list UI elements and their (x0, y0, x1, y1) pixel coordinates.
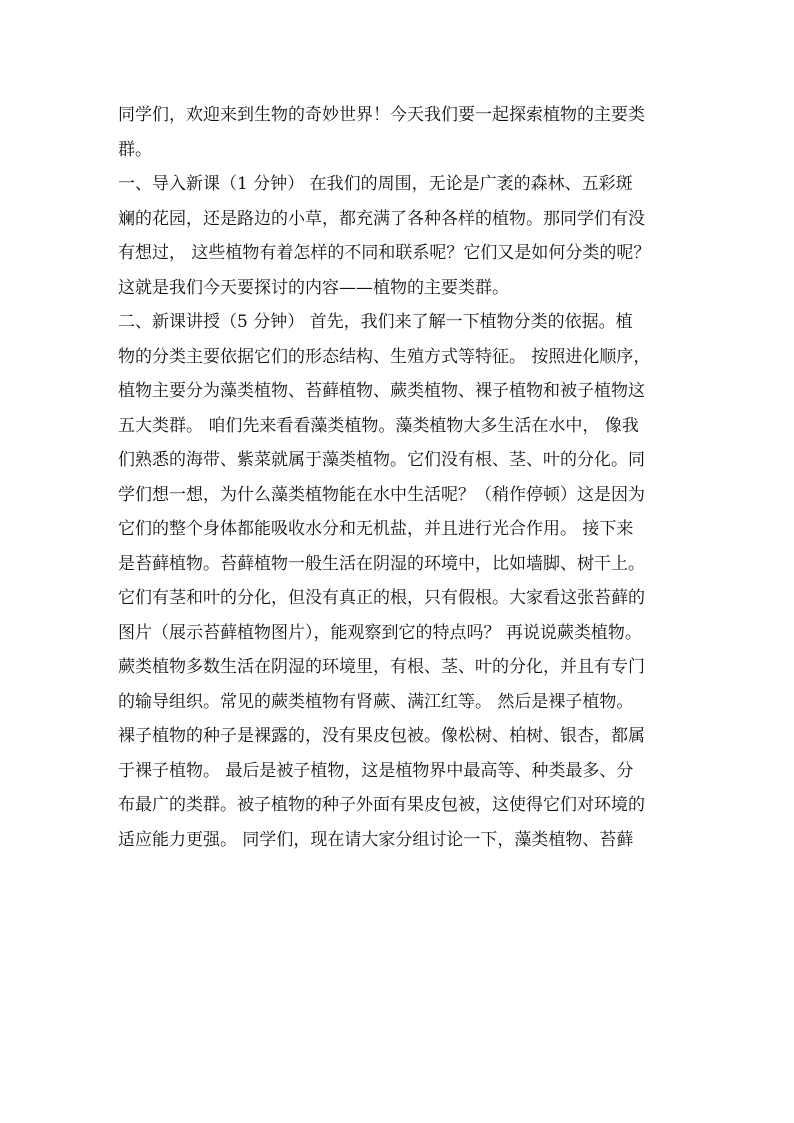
text-line: 蕨类植物多数生活在阴湿的环境里，有根、茎、叶的分化，并且有专门 (118, 657, 645, 677)
text-line: 学们想一想，为什么藻类植物能在水中生活呢？（稍作停顿）这是因为 (118, 484, 645, 505)
text-line: 一、导入新课（1 分钟） 在我们的周围，无论是广袤的森林、五彩斑 (118, 174, 633, 194)
text-line: 它们有茎和叶的分化，但没有真正的根，只有假根。大家看这张苔藓的 (118, 588, 645, 608)
text-line: 同学们，欢迎来到生物的奇妙世界！今天我们要一起探索植物的主要类 (118, 105, 645, 125)
text-line: 这就是我们今天要探讨的内容——植物的主要类群。 (118, 277, 509, 298)
text-line: 群。 (118, 139, 152, 160)
text-line: 裸子植物的种子是裸露的，没有果皮包被。像松树、柏树、银杏，都属 (118, 726, 645, 746)
text-line: 布最广的类群。被子植物的种子外面有果皮包被，这使得它们对环境的 (118, 795, 645, 815)
body-text (118, 98, 690, 857)
text-line: 物的分类主要依据它们的形态结构、生殖方式等特征。 按照进化顺序， (118, 346, 651, 367)
text-line: 于裸子植物。 最后是被子植物，这是植物界中最高等、种类最多、分 (118, 760, 634, 781)
text-line: 二、新课讲授（5 分钟） 首先，我们来了解一下植物分类的依据。植 (118, 312, 633, 332)
text-line: 植物主要分为藻类植物、苔藓植物、蕨类植物、裸子植物和被子植物这 (118, 381, 645, 401)
text-line: 的输导组织。常见的蕨类植物有肾蕨、满江红等。 然后是裸子植物。 (118, 691, 634, 712)
text-line: 斓的花园，还是路边的小草，都充满了各种各样的植物。那同学们有没 (118, 208, 645, 229)
text-line: 适应能力更强。 同学们，现在请大家分组讨论一下，藻类植物、苔藓 (118, 829, 634, 850)
text-line: 五大类群。 咱们先来看看藻类植物。藻类植物大多生活在水中， 像我 (118, 415, 639, 436)
text-line: 有想过， 这些植物有着怎样的不同和联系呢？它们又是如何分类的呢？ (118, 243, 651, 263)
text-line: 它们的整个身体都能吸收水分和无机盐，并且进行光合作用。 接下来 (118, 519, 634, 539)
text-line: 图片（展示苔藓植物图片），能观察到它的特点吗？ 再说说蕨类植物。 (118, 622, 642, 643)
text-line: 们熟悉的海带、紫菜就属于藻类植物。它们没有根、茎、叶的分化。同 (118, 450, 645, 470)
text-line: 是苔藓植物。苔藓植物一般生活在阴湿的环境中，比如墙脚、树干上。 (118, 553, 645, 574)
